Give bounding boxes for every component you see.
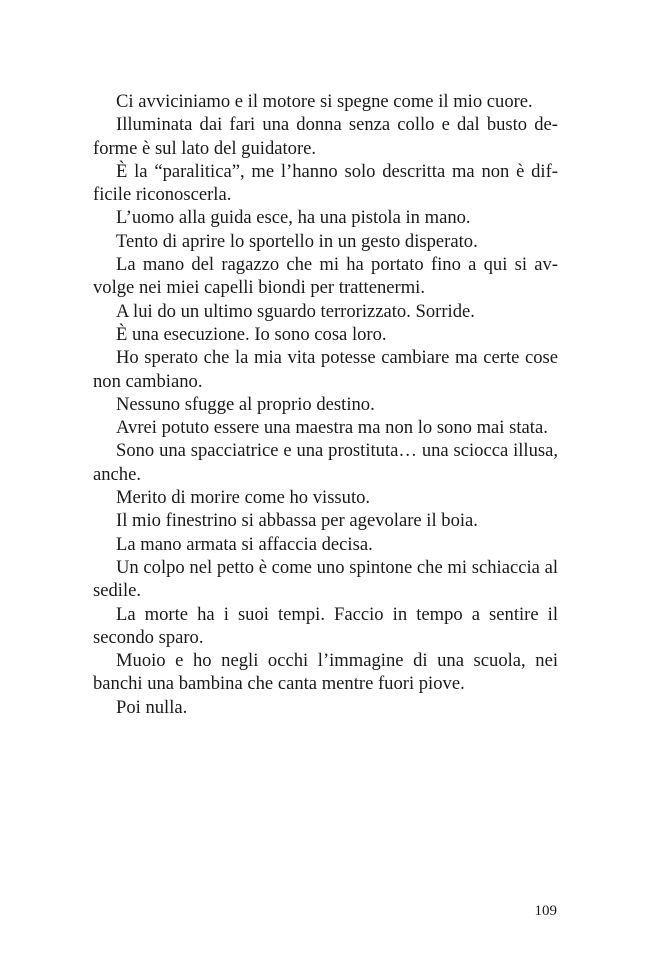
paragraph: Poi nulla. bbox=[116, 696, 188, 718]
paragraph: Muoio e ho negli occhi l’immagine di una scuola, nei banchi una bambina che canta mentre fuori piove. bbox=[93, 650, 558, 695]
paragraph: Ci avviciniamo e il motore si spegne come il mio cuore. bbox=[116, 91, 533, 112]
paragraph: Il mio finestrino si abbassa per agevolare il boia. bbox=[116, 510, 478, 532]
paragraph: La morte ha i suoi tempi. Faccio in tempo a sentire il secondo sparo. bbox=[93, 603, 558, 648]
paragraph: La mano armata si affaccia decisa. bbox=[116, 533, 373, 555]
paragraph: Sono una spacciatrice e una prostituta… una sciocca illusa, anche. bbox=[93, 440, 558, 485]
paragraph: Avrei potuto essere una maestra ma non lo sono mai stata. bbox=[116, 417, 548, 439]
paragraph: Un colpo nel petto è come uno spintone che mi schiaccia al sedile. bbox=[93, 556, 558, 602]
paragraph: Illuminata dai fari una donna senza collo e dal busto deforme è sul lato del guidatore. bbox=[93, 114, 558, 159]
paragraph: Tento di aprire lo sportello in un gesto disperato. bbox=[116, 230, 478, 252]
body-text bbox=[93, 90, 558, 719]
paragraph: A lui do un ultimo sguardo terrorizzato. Sorride. bbox=[116, 300, 475, 322]
paragraph: È la “paralitica”, me l’hanno solo descritta ma non è difficile riconoscerla. bbox=[93, 160, 558, 206]
paragraph: Nessuno sfugge al proprio destino. bbox=[116, 393, 375, 415]
paragraph: Ho sperato che la mia vita potesse cambiare ma certe cose non cambiano. bbox=[93, 347, 558, 392]
paragraph: L’uomo alla guida esce, ha una pistola in mano. bbox=[116, 207, 471, 229]
paragraph: Merito di morire come ho vissuto. bbox=[116, 487, 371, 509]
page-number: 109 bbox=[534, 903, 557, 919]
paragraph: È una esecuzione. Io sono cosa loro. bbox=[116, 323, 387, 345]
paragraph: La mano del ragazzo che mi ha portato fino a qui si avvolge nei miei capelli biondi per trattenermi. bbox=[93, 254, 558, 299]
